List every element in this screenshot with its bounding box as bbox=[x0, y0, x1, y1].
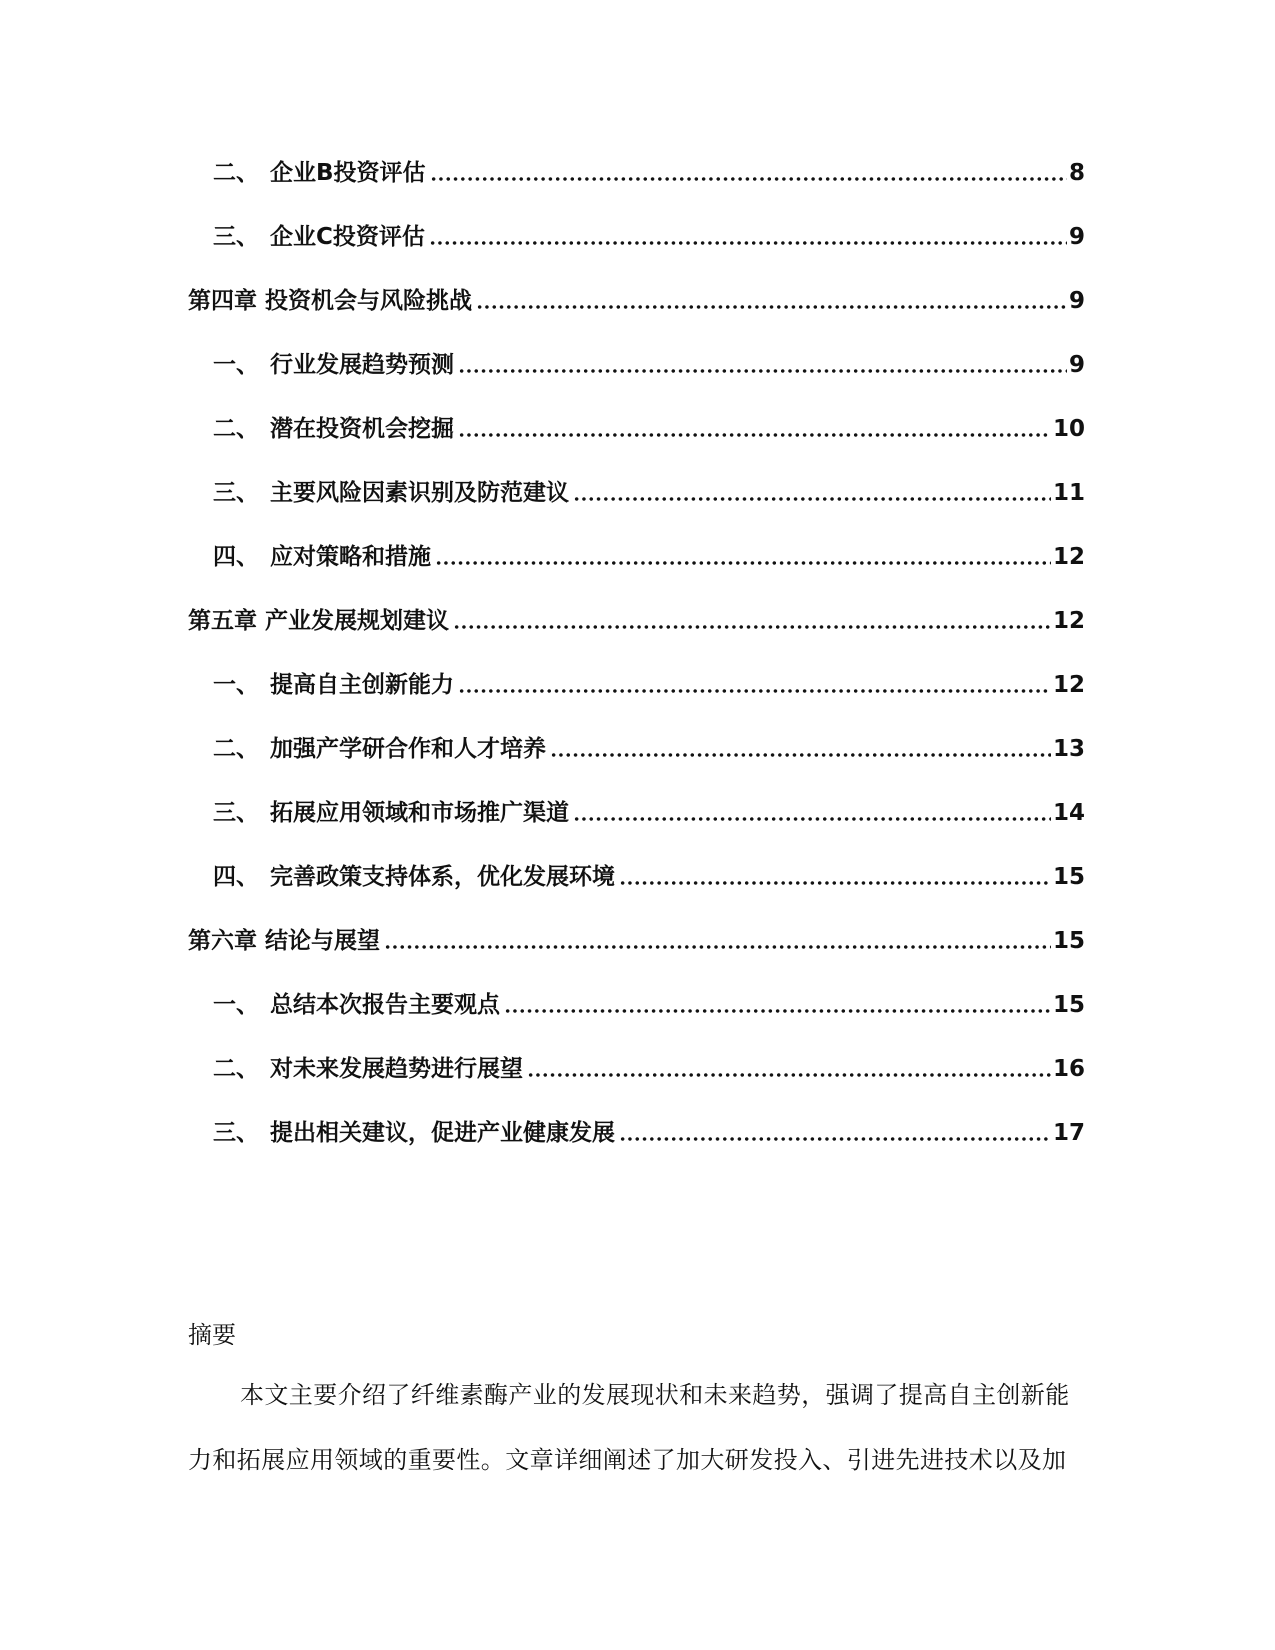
toc-entry-number: 二、 bbox=[213, 736, 259, 762]
toc-entry-page: 9 bbox=[1068, 288, 1085, 314]
toc-entry-title: 加强产学研合作和人才培养 bbox=[270, 736, 546, 762]
dot-leader bbox=[573, 477, 1051, 509]
toc-entry-title: 潜在投资机会挖掘 bbox=[270, 416, 454, 442]
toc-entry[interactable] bbox=[213, 1053, 1085, 1085]
toc-entry[interactable] bbox=[213, 477, 1085, 509]
toc-entry-page: 12 bbox=[1052, 672, 1085, 698]
dot-leader bbox=[504, 989, 1051, 1021]
toc-entry-number: 三、 bbox=[213, 800, 259, 826]
toc-entry-title: 企业B投资评估 bbox=[270, 160, 426, 186]
toc-entry-number: 四、 bbox=[213, 864, 259, 890]
dot-leader bbox=[573, 797, 1051, 829]
toc-entry-page: 8 bbox=[1068, 160, 1085, 186]
toc-entry-page: 9 bbox=[1068, 352, 1085, 378]
toc-entry-title: 行业发展趋势预测 bbox=[270, 352, 454, 378]
toc-entry-number: 二、 bbox=[213, 160, 259, 186]
toc-entry-page: 16 bbox=[1052, 1056, 1085, 1082]
toc-entry-number: 三、 bbox=[213, 480, 259, 506]
toc-entry-title: 产业发展规划建议 bbox=[265, 608, 449, 634]
toc-entry-number: 一、 bbox=[213, 352, 259, 378]
toc-entry[interactable] bbox=[213, 413, 1085, 445]
abstract-heading: 摘要 bbox=[188, 1321, 236, 1349]
toc-entry-page: 12 bbox=[1052, 544, 1085, 570]
toc-entry-page: 13 bbox=[1052, 736, 1085, 762]
dot-leader bbox=[384, 925, 1051, 957]
toc-entry[interactable] bbox=[213, 157, 1085, 189]
toc-entry-page: 10 bbox=[1052, 416, 1085, 442]
toc-entry-title: 总结本次报告主要观点 bbox=[270, 992, 500, 1018]
dot-leader bbox=[429, 221, 1067, 253]
dot-leader bbox=[458, 349, 1067, 381]
dot-leader bbox=[453, 605, 1051, 637]
toc-entry-title: 应对策略和措施 bbox=[270, 544, 431, 570]
toc-entry[interactable] bbox=[213, 541, 1085, 573]
toc-chapter-entry[interactable] bbox=[188, 925, 1085, 957]
toc-chapter-entry[interactable] bbox=[188, 605, 1085, 637]
toc-entry[interactable] bbox=[213, 669, 1085, 701]
dot-leader bbox=[458, 413, 1051, 445]
toc-entry-page: 17 bbox=[1052, 1120, 1085, 1146]
abstract-paragraph-line: 本文主要介绍了纤维素酶产业的发展现状和未来趋势，强调了提高自主创新能 bbox=[240, 1381, 1070, 1409]
toc-entry-title: 企业C投资评估 bbox=[270, 224, 425, 250]
toc-chapter-entry[interactable] bbox=[188, 285, 1085, 317]
toc-entry-number: 三、 bbox=[213, 224, 259, 250]
toc-entry-title: 完善政策支持体系，优化发展环境 bbox=[270, 864, 615, 890]
toc-entry-page: 12 bbox=[1052, 608, 1085, 634]
toc-entry[interactable] bbox=[213, 349, 1085, 381]
toc-entry-title: 提出相关建议，促进产业健康发展 bbox=[270, 1120, 615, 1146]
toc-entry-number: 三、 bbox=[213, 1120, 259, 1146]
dot-leader bbox=[619, 1117, 1051, 1149]
dot-leader bbox=[550, 733, 1051, 765]
dot-leader bbox=[476, 285, 1067, 317]
dot-leader bbox=[430, 157, 1067, 189]
abstract-paragraph-line: 力和拓展应用领域的重要性。文章详细阐述了加大研发投入、引进先进技术以及加 bbox=[188, 1446, 1067, 1474]
toc-entry-title: 主要风险因素识别及防范建议 bbox=[270, 480, 569, 506]
toc-entry-title: 拓展应用领域和市场推广渠道 bbox=[270, 800, 569, 826]
dot-leader bbox=[619, 861, 1051, 893]
toc-entry[interactable] bbox=[213, 733, 1085, 765]
toc-chapter-number: 第五章 bbox=[188, 608, 257, 634]
toc-entry[interactable] bbox=[213, 861, 1085, 893]
toc-entry-page: 15 bbox=[1052, 928, 1085, 954]
toc-entry-number: 二、 bbox=[213, 1056, 259, 1082]
toc-entry-number: 二、 bbox=[213, 416, 259, 442]
toc-entry[interactable] bbox=[213, 221, 1085, 253]
toc-entry-page: 14 bbox=[1052, 800, 1085, 826]
toc-entry[interactable] bbox=[213, 797, 1085, 829]
toc-entry-page: 11 bbox=[1052, 480, 1085, 506]
toc-entry-number: 一、 bbox=[213, 992, 259, 1018]
toc-entry-title: 对未来发展趋势进行展望 bbox=[270, 1056, 523, 1082]
toc-entry-page: 15 bbox=[1052, 992, 1085, 1018]
toc-entry[interactable] bbox=[213, 1117, 1085, 1149]
toc-chapter-number: 第六章 bbox=[188, 928, 257, 954]
toc-entry[interactable] bbox=[213, 989, 1085, 1021]
toc-chapter-number: 第四章 bbox=[188, 288, 257, 314]
toc-entry-page: 9 bbox=[1068, 224, 1085, 250]
toc-entry-title: 投资机会与风险挑战 bbox=[265, 288, 472, 314]
toc-entry-number: 一、 bbox=[213, 672, 259, 698]
toc-entry-title: 结论与展望 bbox=[265, 928, 380, 954]
dot-leader bbox=[458, 669, 1051, 701]
toc-entry-number: 四、 bbox=[213, 544, 259, 570]
toc-entry-page: 15 bbox=[1052, 864, 1085, 890]
dot-leader bbox=[527, 1053, 1051, 1085]
toc-entry-title: 提高自主创新能力 bbox=[270, 672, 454, 698]
dot-leader bbox=[435, 541, 1051, 573]
